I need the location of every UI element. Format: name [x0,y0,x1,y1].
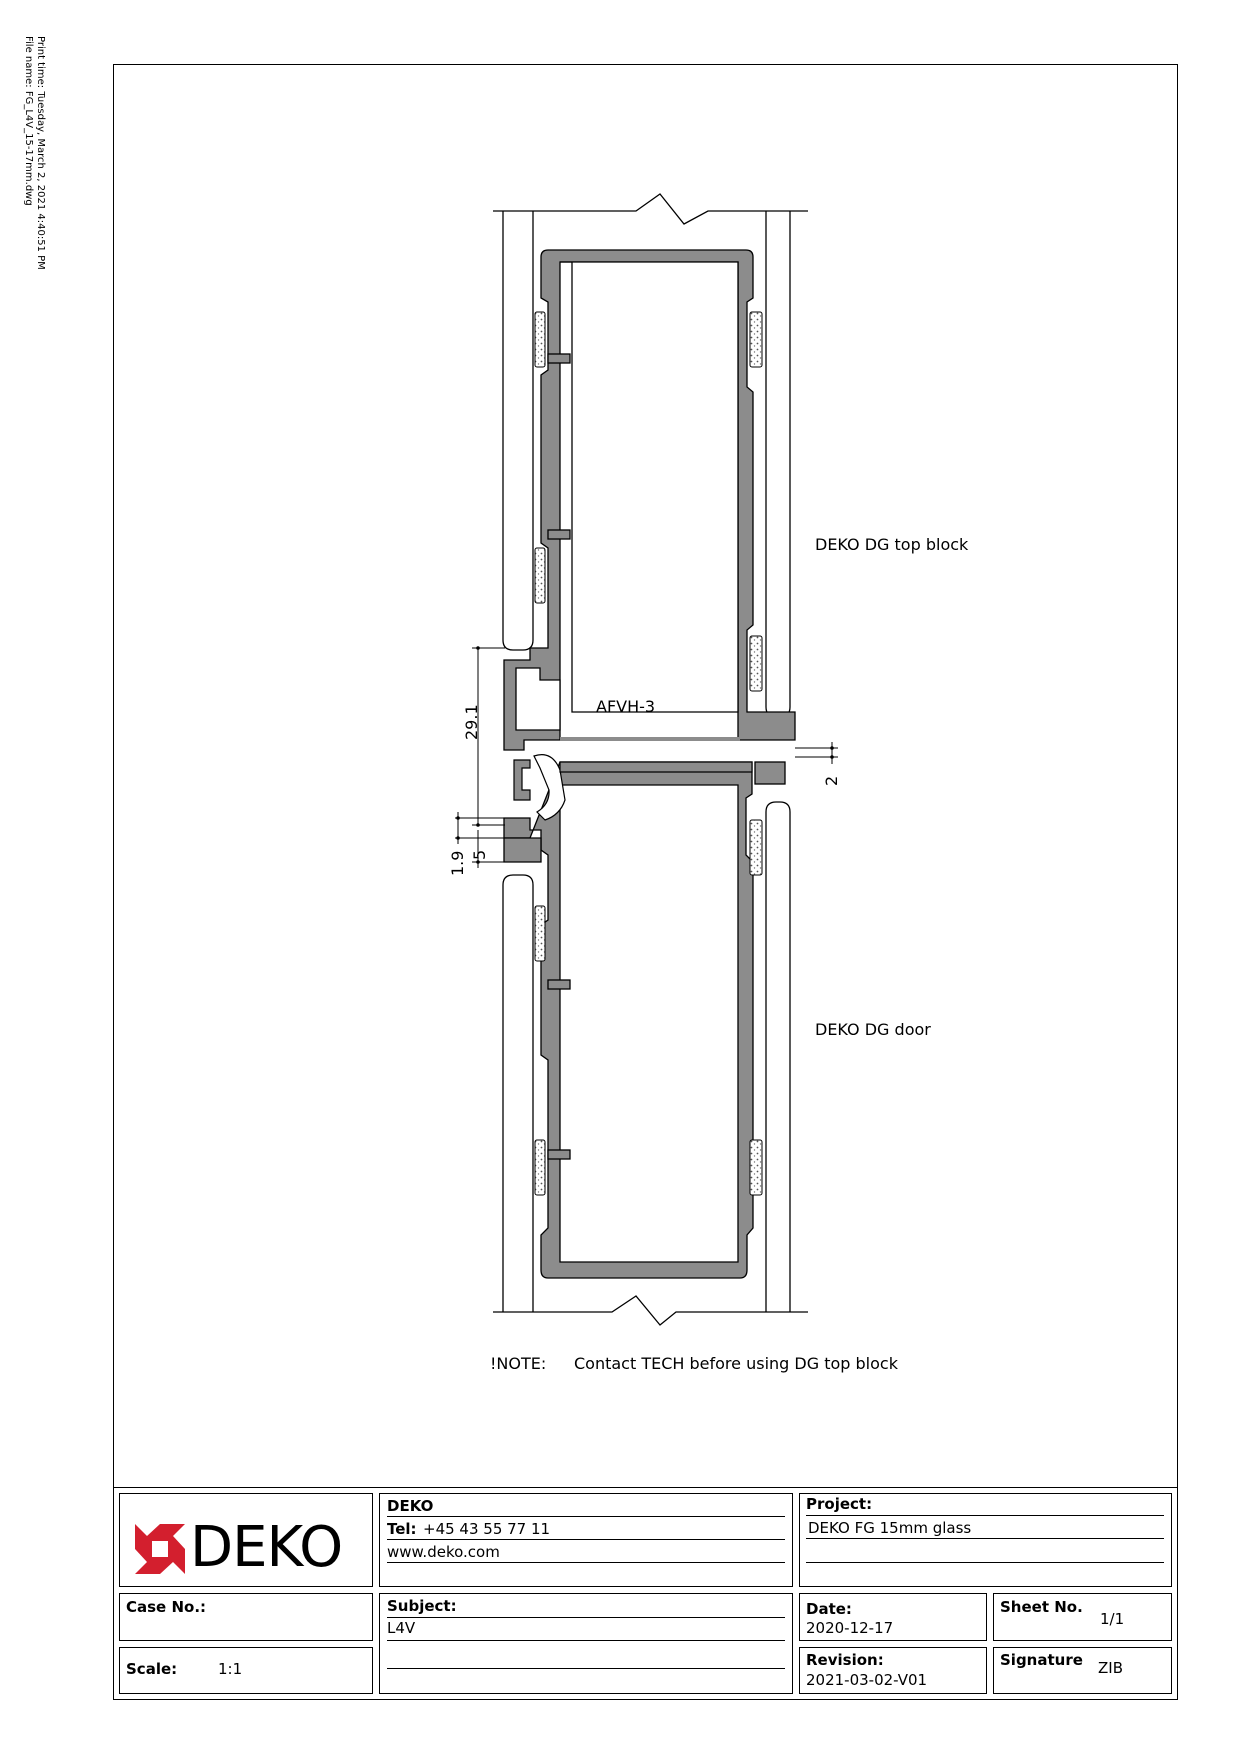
project-value: DEKO FG 15mm glass [808,1519,972,1537]
project-label: Project: [806,1495,873,1513]
dimension-2: 2 [822,775,841,786]
signature-label: Signature [1000,1651,1083,1669]
door-profile [504,762,785,1278]
company-cell [379,1493,793,1587]
subject-label: Subject: [387,1597,457,1615]
company-tel-label: Tel: [387,1520,417,1538]
note-text: Contact TECH before using DG top block [574,1354,898,1373]
subject-rule-3 [387,1668,785,1669]
scale-label: Scale: [126,1660,178,1678]
label-profile: AFVH-3 [596,697,656,716]
company-web: www.deko.com [387,1543,500,1561]
case-no-label: Case No.: [126,1598,207,1616]
subject-rule-1 [387,1617,785,1618]
dimension-1-9: 1.9 [448,850,467,876]
sheet-no-value: 1/1 [1100,1610,1125,1628]
deko-logo [135,1515,365,1580]
label-top-block: DEKO DG top block [815,535,969,554]
label-door: DEKO DG door [815,1020,931,1039]
project-rule-1 [806,1515,1164,1516]
subject-rule-2 [387,1640,785,1641]
dimension-5: 5 [470,849,489,860]
revision-label: Revision: [806,1651,884,1669]
deko-logo-text: DEKO [190,1515,343,1580]
company-rule-3 [387,1562,785,1563]
subject-value: L4V [387,1619,416,1637]
company-tel-value: +45 43 55 77 11 [423,1520,551,1538]
project-rule-3 [806,1562,1164,1563]
bottom-break-line [493,1296,808,1325]
file-name: File name: FG_L4V_15-17mm.dwg [23,36,34,206]
revision-value: 2021-03-02-V01 [806,1671,928,1689]
sheet-no-label: Sheet No. [1000,1598,1083,1616]
company-rule-2 [387,1539,785,1540]
signature-value: ZIB [1098,1659,1123,1677]
date-value: 2020-12-17 [806,1619,894,1637]
project-rule-2 [806,1538,1164,1539]
note-prefix: !NOTE: [490,1354,547,1373]
dimension-29-1: 29.1 [462,704,481,740]
deko-logo-mark-icon [135,1524,185,1574]
print-time: Print time: Tuesday, March 2, 2021 4:40:51 PM [35,36,46,270]
scale-value: 1:1 [218,1660,243,1678]
date-label: Date: [806,1600,852,1618]
company-rule-1 [387,1516,785,1517]
company-name: DEKO [387,1497,434,1515]
top-break-line [493,194,808,224]
